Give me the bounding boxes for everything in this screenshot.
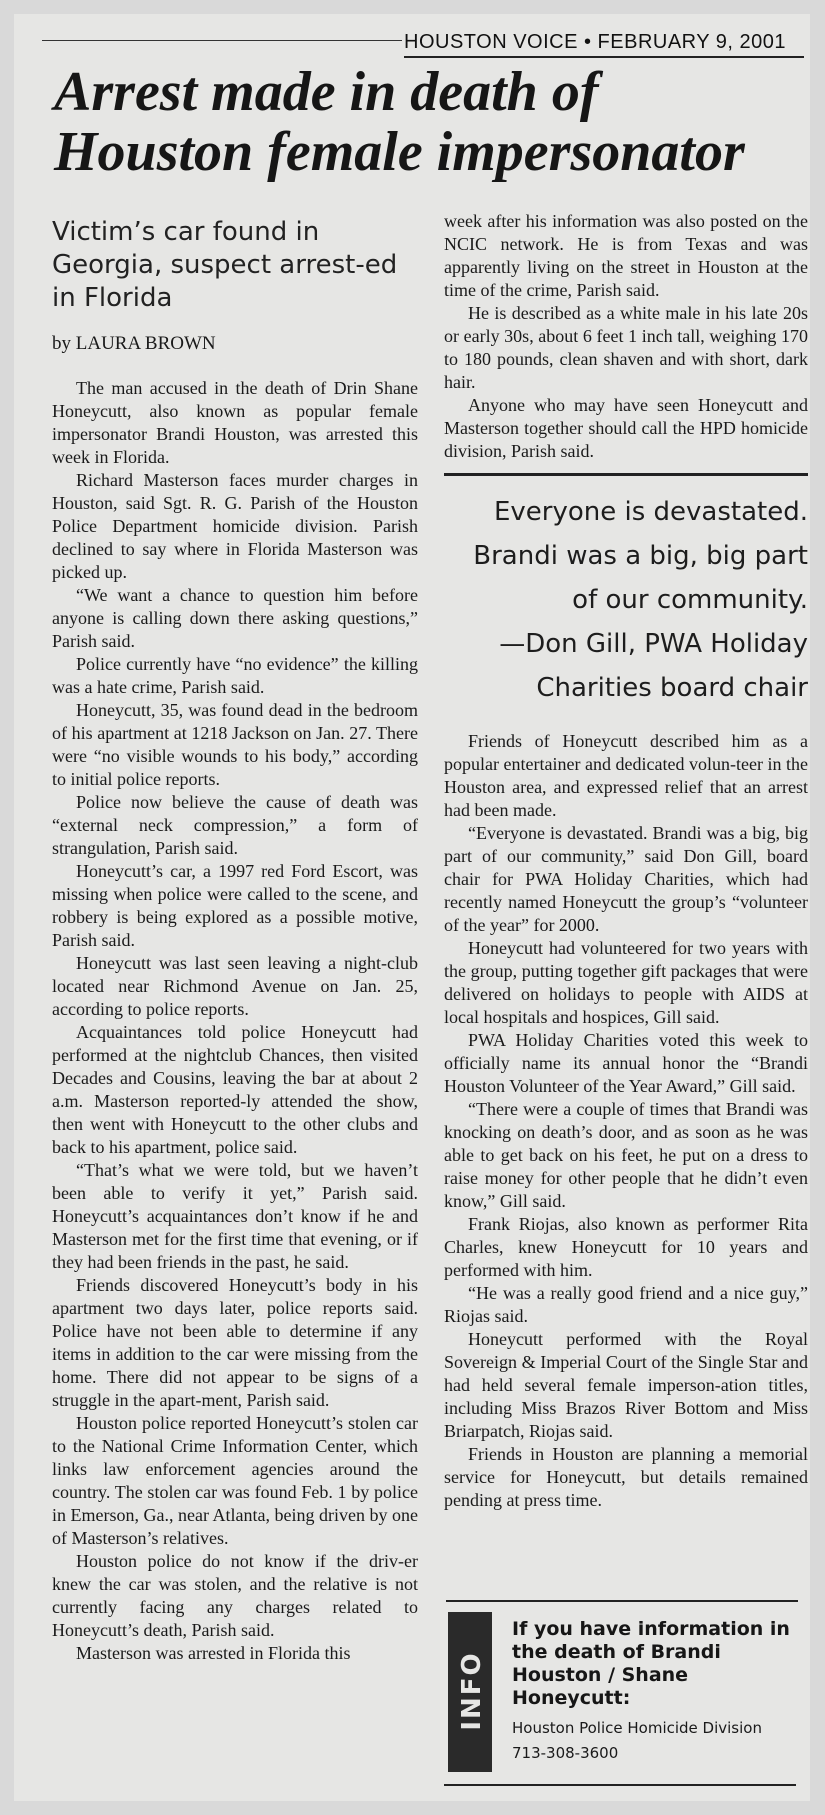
article-paragraph: Friends discovered Honeycutt’s body in his apartment two days later, police reports said. Police have not been able to determine if any items in addition to the car were missing from the home. There did not appear to be signs of a struggle in the apart-ment, Parish said. bbox=[52, 1275, 418, 1410]
article-paragraph: Honeycutt performed with the Royal Sovereign & Imperial Court of the Single Star and had held several female imperson-ation titles, including Miss Brazos River Bottom and Miss Briarpatch, Riojas said. bbox=[444, 1329, 808, 1441]
article-paragraph: Houston police do not know if the driv-er knew the car was stolen, and the relative is not currently facing any charges related to Honeycutt’s death, Parish said. bbox=[52, 1551, 418, 1640]
article-paragraph: The man accused in the death of Drin Shane Honeycutt, also known as popular female impersonator Brandi Houston, was arrested this week in Florida. bbox=[52, 378, 418, 467]
article-paragraph: “There were a couple of times that Brandi was knocking on death’s door, and as soon as he was able to get back on his feet, he put on a dress to raise money for other people that he didn’t even know,” Gill said. bbox=[444, 1099, 808, 1211]
headline-line-2: Houston female impersonator bbox=[54, 121, 745, 183]
masthead-rule bbox=[42, 40, 402, 41]
article-paragraph: Honeycutt was last seen leaving a night-club located near Richmond Avenue on Jan. 25, according to police reports. bbox=[52, 953, 418, 1019]
article-paragraph: Masterson was arrested in Florida this bbox=[76, 1643, 351, 1663]
article-paragraph: “That’s what we were told, but we haven’t been able to verify it yet,” Parish said. Honeycutt’s acquaintances don’t know if he and Masterson met for the first time that evening, or if they had been friends in the past, he said. bbox=[52, 1160, 418, 1272]
article-paragraph: “Everyone is devastated. Brandi was a big, big part of our community,” said Don Gill, board chair for PWA Holiday Charities, which had recently named Honeycutt the group’s “volunteer of the year” for 2000. bbox=[444, 823, 808, 935]
info-tab-label: INFO bbox=[457, 1651, 487, 1731]
article-paragraph: Frank Riojas, also known as performer Rita Charles, knew Honeycutt for 10 years and performed with him. bbox=[444, 1214, 808, 1280]
article-paragraph: Acquaintances told police Honeycutt had performed at the nightclub Chances, then visited Decades and Cousins, leaving the bar at about 2 a.m. Masterson reported-ly attended the show, then went with Honeycutt to the other clubs and back to his apartment, police said. bbox=[52, 1022, 418, 1157]
article-paragraph: Friends of Honeycutt described him as a popular entertainer and dedicated volun-teer in the Houston area, and expressed relief that an arrest had been made. bbox=[444, 731, 808, 820]
headline-line-1: Arrest made in death of bbox=[54, 61, 599, 123]
pull-quote-attribution: —Don Gill, PWA Holiday Charities board chair bbox=[499, 629, 808, 703]
article-paragraph: Houston police reported Honeycutt’s stolen car to the National Crime Information Center, which links law enforcement agencies around the country. The stolen car was found Feb. 1 by police in Emerson, Ga., near Atlanta, being driven by one of Masterson’s relatives. bbox=[52, 1413, 418, 1548]
article-paragraph: Police currently have “no evidence” the killing was a hate crime, Parish said. bbox=[52, 654, 418, 697]
pull-quote bbox=[444, 473, 808, 710]
article-paragraph: Honeycutt had volunteered for two years with the group, putting together gift packages that were delivered on holidays to people with AIDS at local hospitals and hospices, Gill said. bbox=[444, 938, 808, 1027]
article-paragraph: Police now believe the cause of death was “external neck compression,” a form of strangulation, Parish said. bbox=[52, 792, 418, 858]
article-paragraph: Friends in Houston are planning a memorial service for Honeycutt, but details remained pending at press time. bbox=[444, 1444, 808, 1510]
article-paragraph: He is described as a white male in his late 20s or early 30s, about 6 feet 1 inch tall, weighing 170 to 180 pounds, clean shaven and with short, dark hair. bbox=[444, 303, 808, 392]
left-column bbox=[52, 210, 418, 1665]
info-agency: Houston Police Homicide Division bbox=[512, 1719, 762, 1737]
bottom-rule bbox=[444, 1784, 796, 1786]
masthead: HOUSTON VOICE • FEBRUARY 9, 2001 bbox=[404, 30, 804, 58]
info-tab bbox=[448, 1612, 492, 1772]
info-box bbox=[446, 1600, 798, 1778]
article-paragraph: “We want a chance to question him before anyone is calling down there asking questions,” Parish said. bbox=[52, 585, 418, 651]
info-title: If you have information in the death of Brandi Houston / Shane Honeycutt: bbox=[512, 1618, 790, 1709]
newspaper-page bbox=[14, 14, 810, 1801]
article-paragraph: Anyone who may have seen Honeycutt and Masterson together should call the HPD homicide division, Parish said. bbox=[444, 395, 808, 461]
info-phone: 713-308-3600 bbox=[512, 1744, 619, 1762]
right-column bbox=[444, 210, 808, 1512]
article-paragraph: Honeycutt’s car, a 1997 red Ford Escort, was missing when police were called to the scene, and robbery is being explored as a possible motive, Parish said. bbox=[52, 861, 418, 950]
article-paragraph: Honeycutt, 35, was found dead in the bedroom of his apartment at 1218 Jackson on Jan. 27. There were “no visible wounds to his body,” according to initial police reports. bbox=[52, 700, 418, 789]
article-paragraph: “He was a really good friend and a nice guy,” Riojas said. bbox=[444, 1283, 808, 1326]
headline bbox=[54, 62, 814, 182]
article-paragraph: PWA Holiday Charities voted this week to officially name its annual honor the “Brandi Houston Volunteer of the Year Award,” Gill said. bbox=[444, 1030, 808, 1096]
byline: by LAURA BROWN bbox=[52, 333, 216, 354]
info-content bbox=[512, 1618, 798, 1766]
article-paragraph: Richard Masterson faces murder charges in Houston, said Sgt. R. G. Parish of the Houston Police Department homicide division. Parish declined to say where in Florida Masterson was picked up. bbox=[52, 470, 418, 582]
article-paragraph: week after his information was also posted on the NCIC network. He is from Texas and was apparently living on the street in Houston at the time of the crime, Parish said. bbox=[444, 211, 808, 300]
subhead: Victim’s car found in Georgia, suspect arrest-ed in Florida bbox=[52, 217, 398, 313]
pull-quote-text: Everyone is devastated. Brandi was a big, big part of our community. bbox=[473, 497, 808, 615]
